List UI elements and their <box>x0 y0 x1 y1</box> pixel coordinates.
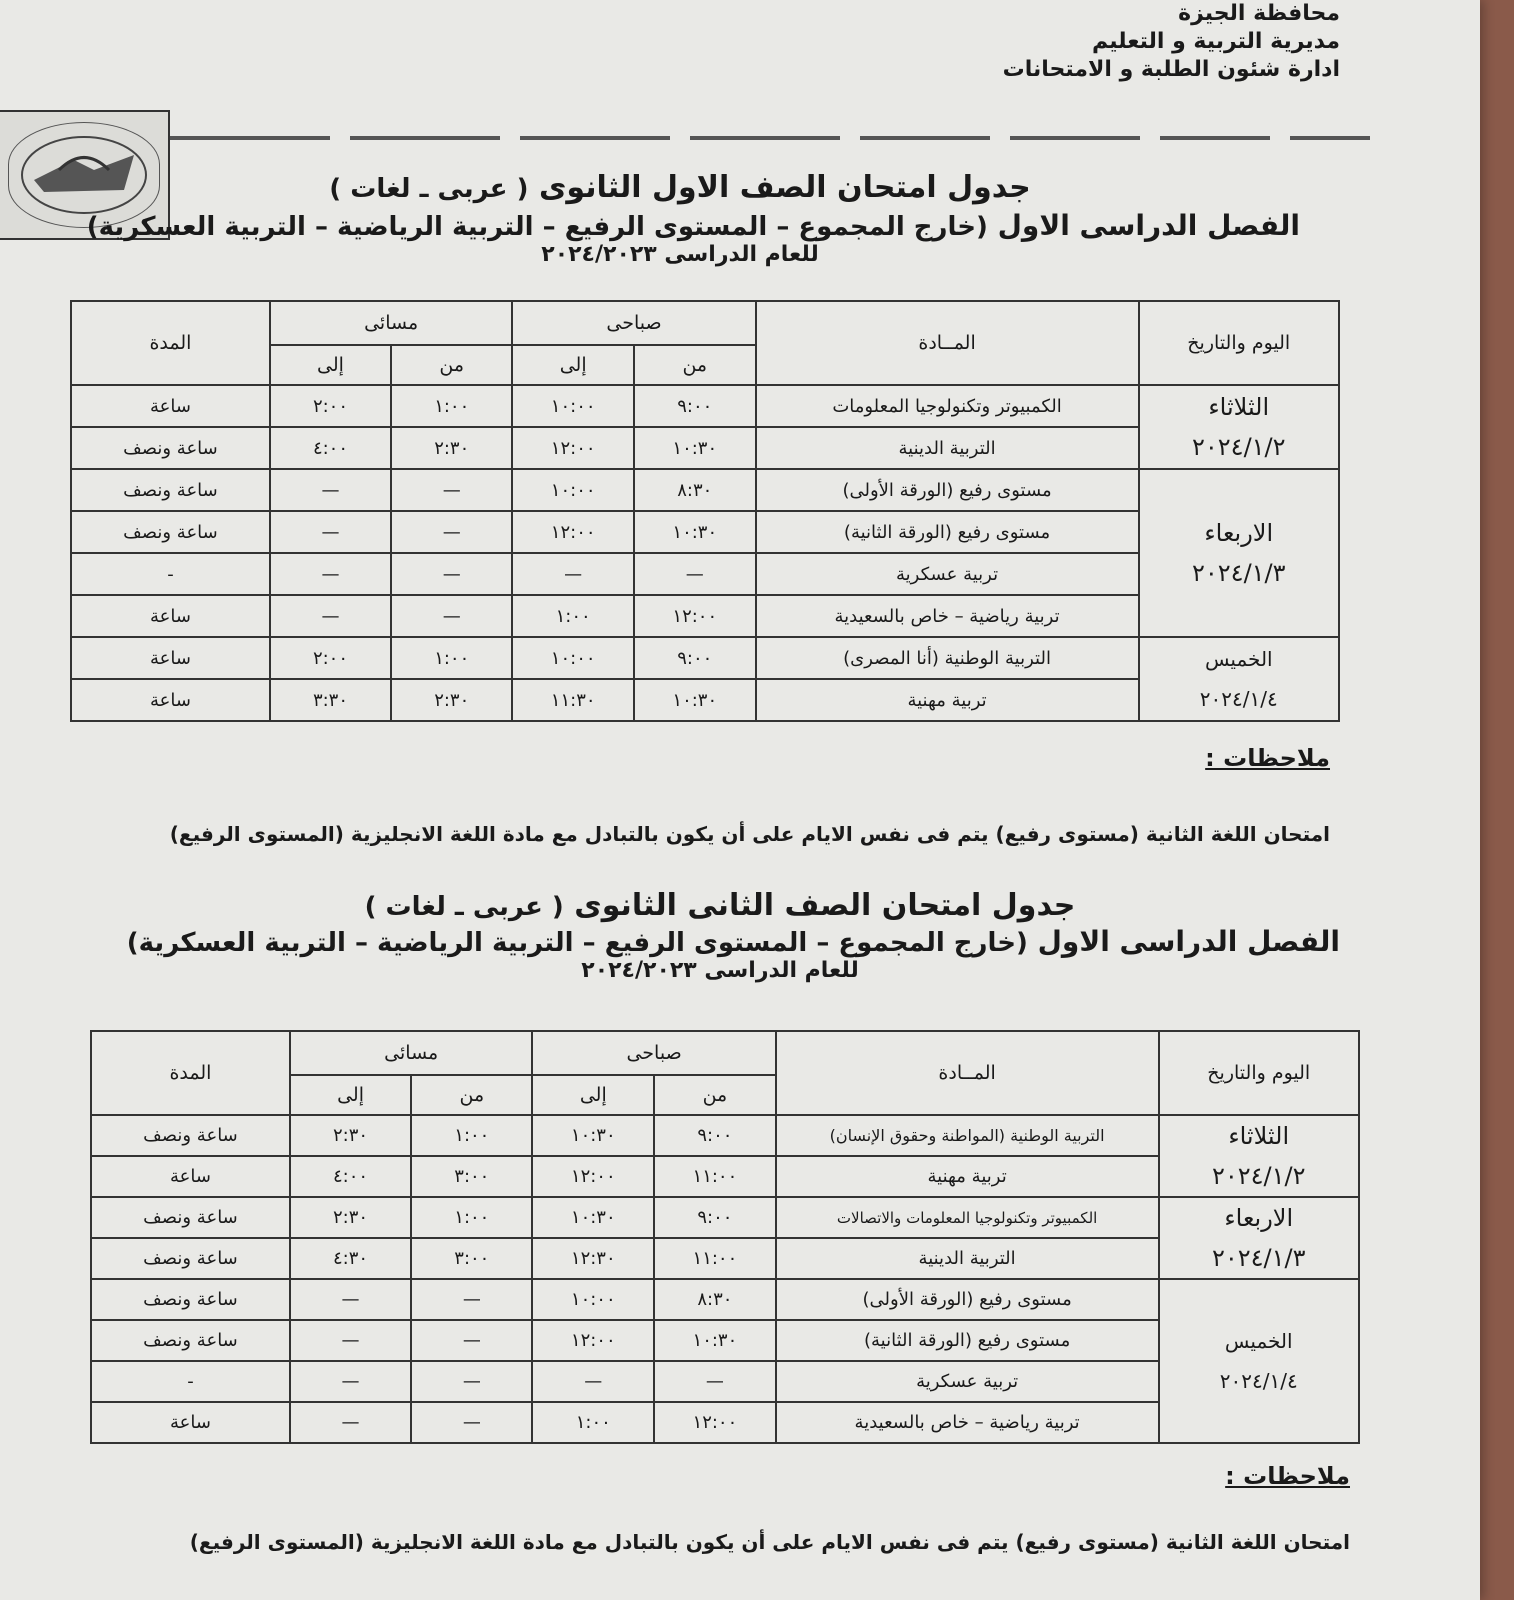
morning-from-cell: ٨:٣٠ <box>654 1279 776 1320</box>
header-subject: المــادة <box>776 1031 1159 1115</box>
schedule-1-subtitle <box>60 209 1300 242</box>
letterhead <box>1003 0 1340 84</box>
evening-from-cell: ١:٠٠ <box>391 385 512 427</box>
day-name: الاربعاء <box>1224 1204 1294 1232</box>
schedule-2-table <box>90 1030 1360 1444</box>
evening-from-cell: ١:٠٠ <box>391 637 512 679</box>
duration-cell: ساعة ونصف <box>91 1320 290 1361</box>
morning-to-cell: ١:٠٠ <box>532 1402 654 1443</box>
evening-to-cell: ٤:٠٠ <box>270 427 391 469</box>
header-duration: المدة <box>91 1031 290 1115</box>
duration-cell: ساعة ونصف <box>91 1238 290 1279</box>
day-cell <box>1139 385 1339 469</box>
morning-from-cell: ١٠:٣٠ <box>654 1320 776 1361</box>
subject-cell: الكمبيوتر وتكنولوجيا المعلومات <box>756 385 1139 427</box>
schedule-2-year: للعام الدراسى ٢٠٢٤/٢٠٢٣ <box>581 958 859 983</box>
subject-cell: مستوى رفيع (الورقة الثانية) <box>756 511 1139 553</box>
morning-to-cell: ١١:٣٠ <box>512 679 634 721</box>
schedule-2-heading <box>100 888 1340 983</box>
morning-from-cell: ١٠:٣٠ <box>634 679 756 721</box>
day-date: ٢٠٢٤/١/٣ <box>1211 1244 1306 1272</box>
evening-from-cell: ١:٠٠ <box>411 1115 532 1156</box>
evening-from-cell: ٣:٠٠ <box>411 1156 532 1197</box>
subject-cell: تربية مهنية <box>756 679 1139 721</box>
day-name: الخميس <box>1224 1329 1293 1353</box>
header-morning: صباحى <box>532 1031 775 1075</box>
subject-cell: مستوى رفيع (الورقة الثانية) <box>776 1320 1159 1361</box>
evening-to-cell: ٤:٣٠ <box>290 1238 411 1279</box>
day-name: الخميس <box>1204 647 1273 671</box>
morning-from-cell: — <box>634 553 756 595</box>
duration-cell: ساعة ونصف <box>91 1279 290 1320</box>
evening-to-cell: ٤:٠٠ <box>290 1156 411 1197</box>
table-row <box>91 1115 1359 1156</box>
duration-cell: ساعة <box>71 637 270 679</box>
morning-from-cell: ٩:٠٠ <box>634 385 756 427</box>
morning-from-cell: ٨:٣٠ <box>634 469 756 511</box>
duration-cell: ساعة ونصف <box>71 469 270 511</box>
notes-line: امتحان اللغة الثانية (مستوى رفيع) يتم فى نفس الايام على أن يكون بالتبادل مع مادة اللغة الانجليزية (المستوى الرفيع) <box>169 822 1330 846</box>
duration-cell: ساعة ونصف <box>91 1197 290 1238</box>
header-evening-to: إلى <box>290 1075 411 1115</box>
duration-cell: ساعة <box>91 1156 290 1197</box>
evening-to-cell: — <box>290 1320 411 1361</box>
subject-cell: الكمبيوتر وتكنولوجيا المعلومات والاتصالات <box>776 1197 1159 1238</box>
day-cell <box>1139 637 1339 721</box>
table-row <box>71 469 1339 511</box>
duration-cell: ساعة ونصف <box>71 511 270 553</box>
header-rule-lines <box>170 96 1360 156</box>
schedule-2-title-lang: ( عربى ـ لغات ) <box>364 892 564 922</box>
evening-from-cell: ٢:٣٠ <box>391 427 512 469</box>
schedule-1-categories: (خارج المجموع – المستوى الرفيع – التربية الرياضية – التربية العسكرية) <box>86 212 988 242</box>
schedule-1-title-text: جدول امتحان الصف الاول الثانوى <box>538 170 1031 205</box>
table-row <box>91 1197 1359 1238</box>
header-evening-from: من <box>411 1075 532 1115</box>
duration-cell: ساعة ونصف <box>71 427 270 469</box>
day-date: ٢٠٢٤/١/٢ <box>1211 1162 1306 1190</box>
evening-to-cell: — <box>270 553 391 595</box>
day-name: الثلاثاء <box>1228 1122 1290 1150</box>
notes-title: ملاحظات : <box>1205 744 1330 772</box>
evening-from-cell: — <box>391 553 512 595</box>
subject-cell: مستوى رفيع (الورقة الأولى) <box>756 469 1139 511</box>
duration-cell: - <box>71 553 270 595</box>
header-morning-from: من <box>654 1075 776 1115</box>
subject-cell: التربية الوطنية (المواطنة وحقوق الإنسان) <box>776 1115 1159 1156</box>
letterhead-governorate: محافظة الجيزة <box>1178 1 1340 26</box>
morning-to-cell: ١٠:٠٠ <box>512 385 634 427</box>
morning-to-cell: ١٢:٠٠ <box>512 511 634 553</box>
day-name: الاربعاء <box>1204 519 1274 547</box>
day-cell <box>1159 1197 1360 1279</box>
header-morning-to: إلى <box>532 1075 654 1115</box>
notes-title: ملاحظات : <box>1225 1462 1350 1490</box>
header-duration: المدة <box>71 301 270 385</box>
schedule-1-notes <box>70 744 1330 846</box>
letterhead-department: ادارة شئون الطلبة و الامتحانات <box>1002 57 1340 82</box>
morning-to-cell: ١٠:٠٠ <box>532 1279 654 1320</box>
subject-cell: تربية رياضية – خاص بالسعيدية <box>756 595 1139 637</box>
header-morning-to: إلى <box>512 345 634 385</box>
header-day-date: اليوم والتاريخ <box>1159 1031 1360 1115</box>
evening-from-cell: ٢:٣٠ <box>391 679 512 721</box>
day-date: ٢٠٢٤/١/٤ <box>1199 687 1278 711</box>
day-date: ٢٠٢٤/١/٤ <box>1219 1369 1298 1393</box>
header-evening-from: من <box>391 345 512 385</box>
duration-cell: ساعة <box>71 679 270 721</box>
evening-from-cell: — <box>411 1361 532 1402</box>
table-row <box>71 385 1339 427</box>
schedule-2-term: الفصل الدراسى الاول <box>1037 925 1340 958</box>
header-morning: صباحى <box>512 301 755 345</box>
schedule-2-notes <box>90 1462 1350 1554</box>
schedule-1-heading <box>60 170 1300 267</box>
morning-to-cell: ١٠:٣٠ <box>532 1197 654 1238</box>
morning-to-cell: ١:٠٠ <box>512 595 634 637</box>
subject-cell: تربية مهنية <box>776 1156 1159 1197</box>
evening-to-cell: — <box>290 1279 411 1320</box>
morning-to-cell: ١٢:٠٠ <box>532 1156 654 1197</box>
schedule-2-title-text: جدول امتحان الصف الثانى الثانوى <box>574 888 1076 923</box>
day-name: الثلاثاء <box>1208 393 1270 421</box>
header-evening: مسائى <box>290 1031 533 1075</box>
evening-from-cell: ٣:٠٠ <box>411 1238 532 1279</box>
header-day-date: اليوم والتاريخ <box>1139 301 1339 385</box>
evening-to-cell: — <box>290 1361 411 1402</box>
evening-from-cell: ١:٠٠ <box>411 1197 532 1238</box>
schedule-1-table <box>70 300 1340 722</box>
header-subject: المــادة <box>756 301 1139 385</box>
table-row <box>91 1279 1359 1320</box>
duration-cell: ساعة <box>71 385 270 427</box>
evening-from-cell: — <box>411 1279 532 1320</box>
morning-from-cell: ١١:٠٠ <box>654 1156 776 1197</box>
day-cell <box>1139 469 1339 637</box>
morning-from-cell: ١٠:٣٠ <box>634 511 756 553</box>
morning-from-cell: ٩:٠٠ <box>634 637 756 679</box>
evening-from-cell: — <box>391 469 512 511</box>
subject-cell: تربية عسكرية <box>776 1361 1159 1402</box>
duration-cell: ساعة <box>71 595 270 637</box>
evening-to-cell: ٢:٣٠ <box>290 1115 411 1156</box>
evening-from-cell: — <box>391 595 512 637</box>
morning-from-cell: ١١:٠٠ <box>654 1238 776 1279</box>
day-cell <box>1159 1115 1360 1197</box>
evening-from-cell: — <box>391 511 512 553</box>
morning-to-cell: ١٢:٠٠ <box>512 427 634 469</box>
evening-to-cell: ٣:٣٠ <box>270 679 391 721</box>
schedule-1-year: للعام الدراسى ٢٠٢٤/٢٠٢٣ <box>541 242 819 267</box>
day-cell <box>1159 1279 1360 1443</box>
morning-to-cell: ١٠:٠٠ <box>512 469 634 511</box>
subject-cell: التربية الوطنية (أنا المصرى) <box>756 637 1139 679</box>
evening-to-cell: — <box>290 1402 411 1443</box>
letterhead-directorate: مديرية التربية و التعليم <box>1092 29 1340 54</box>
morning-to-cell: ١٢:٠٠ <box>532 1320 654 1361</box>
subject-cell: مستوى رفيع (الورقة الأولى) <box>776 1279 1159 1320</box>
morning-to-cell: ١٠:٣٠ <box>532 1115 654 1156</box>
morning-from-cell: ١٢:٠٠ <box>634 595 756 637</box>
table-row <box>71 637 1339 679</box>
notes-line: امتحان اللغة الثانية (مستوى رفيع) يتم فى نفس الايام على أن يكون بالتبادل مع مادة اللغة الانجليزية (المستوى الرفيع) <box>189 1530 1350 1554</box>
header-evening-to: إلى <box>270 345 391 385</box>
day-date: ٢٠٢٤/١/٣ <box>1192 559 1286 587</box>
subject-cell: التربية الدينية <box>756 427 1139 469</box>
header-evening: مسائى <box>270 301 513 345</box>
morning-from-cell: ٩:٠٠ <box>654 1197 776 1238</box>
morning-from-cell: ١٠:٣٠ <box>634 427 756 469</box>
header-morning-from: من <box>634 345 756 385</box>
evening-to-cell: — <box>270 511 391 553</box>
morning-to-cell: ١٢:٣٠ <box>532 1238 654 1279</box>
schedule-1-title-lang: ( عربى ـ لغات ) <box>329 174 529 204</box>
morning-from-cell: — <box>654 1361 776 1402</box>
schedule-2-title <box>100 888 1340 923</box>
evening-to-cell: ٢:٣٠ <box>290 1197 411 1238</box>
morning-to-cell: — <box>532 1361 654 1402</box>
morning-from-cell: ١٢:٠٠ <box>654 1402 776 1443</box>
duration-cell: ساعة <box>91 1402 290 1443</box>
schedule-1-title <box>60 170 1300 205</box>
evening-to-cell: ٢:٠٠ <box>270 385 391 427</box>
morning-to-cell: — <box>512 553 634 595</box>
subject-cell: تربية عسكرية <box>756 553 1139 595</box>
schedule-1-term: الفصل الدراسى الاول <box>997 209 1300 242</box>
evening-from-cell: — <box>411 1402 532 1443</box>
evening-to-cell: — <box>270 469 391 511</box>
morning-from-cell: ٩:٠٠ <box>654 1115 776 1156</box>
evening-from-cell: — <box>411 1320 532 1361</box>
subject-cell: تربية رياضية – خاص بالسعيدية <box>776 1402 1159 1443</box>
evening-to-cell: — <box>270 595 391 637</box>
day-date: ٢٠٢٤/١/٢ <box>1192 433 1286 461</box>
duration-cell: - <box>91 1361 290 1402</box>
subject-cell: التربية الدينية <box>776 1238 1159 1279</box>
duration-cell: ساعة ونصف <box>91 1115 290 1156</box>
schedule-2-subtitle <box>100 925 1340 958</box>
morning-to-cell: ١٠:٠٠ <box>512 637 634 679</box>
schedule-2-categories: (خارج المجموع – المستوى الرفيع – التربية الرياضية – التربية العسكرية) <box>126 928 1028 958</box>
evening-to-cell: ٢:٠٠ <box>270 637 391 679</box>
